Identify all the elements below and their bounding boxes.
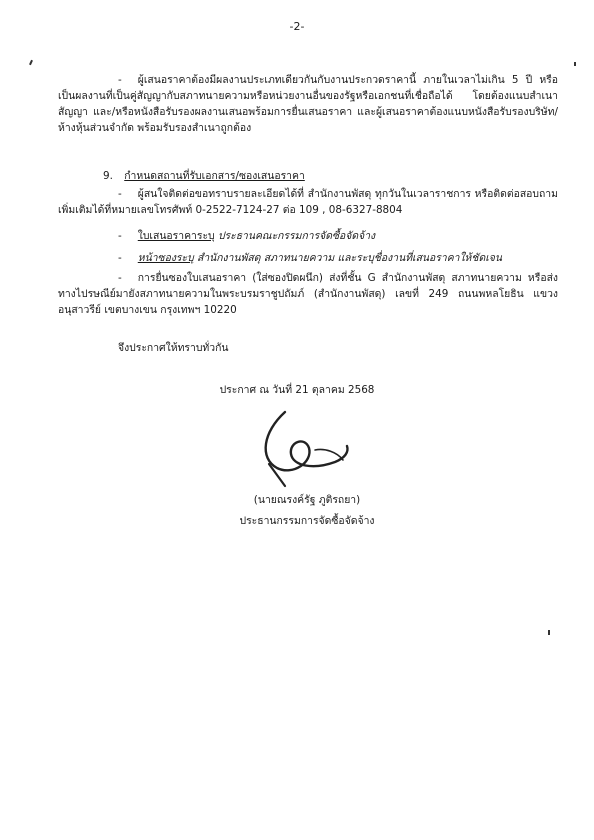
signer-title: ประธานกรรมการจัดซื้อจัดจ้าง [239,515,375,527]
scan-mark-right-top [574,62,576,66]
closing-statement: จึงประกาศให้ทราบทั่วกัน [118,342,229,354]
bullet-dash: - [118,74,122,86]
section-title: กำหนดสถานที่รับเอกสาร/ซองเสนอราคา [124,170,305,182]
page-number: -2- [289,20,305,33]
announcement-date: ประกาศ ณ วันที่ 21 ตุลาคม 2568 [219,384,375,396]
envelope-front-line [118,250,558,266]
quotation-value: ประธานคณะกรรมการจัดซื้อจัดจ้าง [217,230,376,242]
quotation-label: ใบเสนอราคาระบุ [137,230,215,242]
section-number: 9. [103,170,113,182]
envelope-label: หน้าซองระบุ [137,252,194,264]
scan-mark-right-bottom [548,630,550,635]
signature-image [255,400,355,488]
bullet-dash: - [118,252,122,264]
bullet-dash: - [118,230,122,242]
signer-name: (นายณรงค์รัฐ ภูติรถยา) [253,494,361,506]
quotation-address-line [118,228,558,244]
paragraph-submission [58,270,558,318]
paragraph-contact [58,186,558,218]
envelope-value: สำนักงานพัสดุ สภาทนายความ และระบุชื่องานที่เสนอราคาให้ชัดเจน [196,252,502,264]
section-9-heading [103,168,305,184]
bullet-dash: - [118,272,122,284]
paragraph-text: การยื่นซองใบเสนอราคา (ใส่ซองปิดผนึก) ส่งที่ชั้น G สำนักงานพัสดุ สภาทนายความ หรือส่งทางไปรษณีย์มายังสภาทนายความในพระบรมราชูปถัมภ์ (สำนักงานพัสดุ) เลขที่ 249 ถนนพหลโยธิน แขวงอนุสาวรีย์ เขตบางเขน กรุงเทพฯ 10220 [58,272,558,317]
bullet-dash: - [118,188,122,200]
scan-mark-left [29,60,33,65]
paragraph-text: ผู้สนใจติดต่อขอทราบรายละเอียดได้ที่ สำนักงานพัสดุ ทุกวันในเวลาราชการ หรือติดต่อสอบถามเพิ่มเติมได้ที่หมายเลขโทรศัพท์ 0-2522-7124-27 ต่อ 109 , 08-6327-8804 [58,188,558,217]
paragraph-text: ผู้เสนอราคาต้องมีผลงานประเภทเดียวกันกับงานประกวดราคานี้ ภายในเวลาไม่เกิน 5 ปี หรือเป็นผลงานที่เป็นคู่สัญญากับสภาทนายความหรือหน่วยงานอื่นของรัฐหรือเอกชนที่เชื่อถือได้ โดยต้องแนบสำเนาสัญญา และ/หรือหนังสือรับรองผลงานเสนอพร้อมการยื่นเสนอราคา และผู้เสนอราคาต้องแนบหนังสือรับรองบริษัท/ห้างหุ้นส่วนจำกัด พร้อมรับรองสำเนาถูกต้อง [58,74,558,135]
paragraph-past-work [58,72,558,137]
